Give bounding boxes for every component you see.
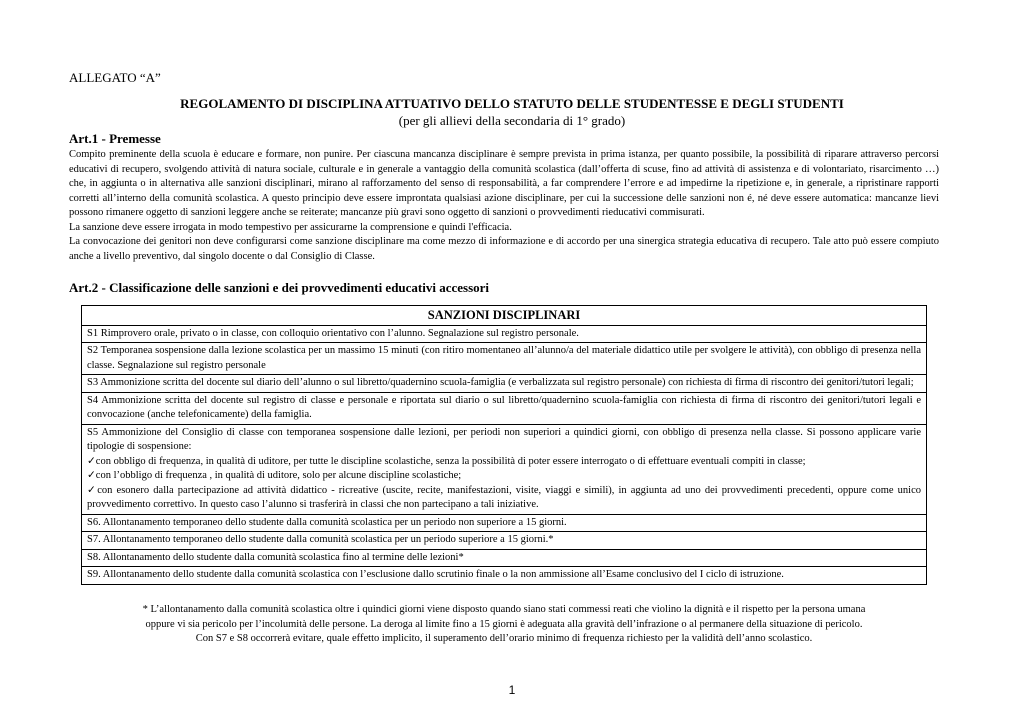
footnote-line: oppure vi sia pericolo per l’incolumità delle persone. La deroga al limite fino a 15 giorni è adeguata alla gravità dell’infrazione o al permanere della situazione di pericolo. <box>145 618 863 630</box>
sanction-s9: S9. Allontanamento dello studente dalla comunità scolastica con l’esclusione dallo scrutinio finale o la non ammissione all’Esame conclusivo del I ciclo di istruzione. <box>82 567 927 585</box>
annex-label: ALLEGATO “A” <box>69 70 161 85</box>
table-row <box>82 325 927 343</box>
document-title: REGOLAMENTO DI DISCIPLINA ATTUATIVO DELLO STATUTO DELLE STUDENTESSE E DEGLI STUDENTI <box>180 96 844 111</box>
sanction-s5-option: ✓con l’obbligo di frequenza , in qualità di uditore, solo per alcune discipline scolastiche; <box>87 470 462 481</box>
footnote-line: Con S7 e S8 occorrerà evitare, quale effetto implicito, il superamento dell’orario minimo di frequenza richiesto per la validità dell’anno scolastico. <box>195 633 813 644</box>
table-row <box>82 375 927 393</box>
sanction-s4: S4 Ammonizione scritta del docente sul registro di classe e personale e riportata sul diario o sul libretto/quadernino scuola-famiglia con richiesta di firma di riscontro dei genitori/tutori legali e convocazione (anche telefonicamente) della famiglia. <box>82 392 927 424</box>
table-header-row <box>82 306 927 326</box>
sanction-s1: S1 Rimprovero orale, privato o in classe, con colloquio orientativo con l’alunno. Segnalazione sul registro personale. <box>82 325 927 343</box>
table-row <box>82 532 927 550</box>
sanction-s7: S7. Allontanamento temporaneo dello studente dalla comunità scolastica per un periodo superiore a 15 giorni.* <box>82 532 927 550</box>
table-row <box>82 549 927 567</box>
art1-body <box>69 148 939 264</box>
footnote <box>81 603 927 647</box>
sanction-s5 <box>82 424 927 514</box>
table-row <box>82 424 927 514</box>
sanction-s6: S6. Allontanamento temporaneo dello studente dalla comunità scolastica per un periodo non superiore a 15 giorni. <box>82 514 927 532</box>
art1-paragraph: La sanzione deve essere irrogata in modo tempestivo per assicurarne la comprensione e quindi l'efficacia. <box>69 221 512 233</box>
art1-heading: Art.1 - Premesse <box>69 131 161 146</box>
sanction-s8: S8. Allontanamento dello studente dalla comunità scolastica fino al termine delle lezioni* <box>82 549 927 567</box>
page-number: 1 <box>508 683 516 697</box>
art1-paragraph: La convocazione dei genitori non deve configurarsi come sanzione disciplinare ma come mezzo di informazione e di accordo per una sinergica strategia educativa di recupero. Tale atto può essere compiuto anche a livello preventivo, dal singolo docente o dal Consiglio di Classe. <box>69 236 939 262</box>
table-row <box>82 392 927 424</box>
sanction-s5-option: ✓con esonero dalla partecipazione ad attività didattico - ricreative (uscite, recite, manifestazioni, visite, viaggi e simili), in aggiunta ad uno dei provvedimenti precedenti, oppure come unico provvedimento correttivo. In questo caso l’alunno si trasferirà in classi che non partecipano a tali iniziative. <box>87 484 921 510</box>
footnote-line: * L’allontanamento dalla comunità scolastica oltre i quindici giorni viene disposto quando siano stati commessi reati che violino la dignità e il rispetto per la persona umana <box>142 604 866 615</box>
sanction-s5-intro: S5 Ammonizione del Consiglio di classe con temporanea sospensione dalle lezioni, per periodi non superiori a quindici giorni, con obbligo di presenza nella classe. Si possono applicare varie tipologie di sospensione: <box>87 426 921 452</box>
sanction-s2: S2 Temporanea sospensione dalla lezione scolastica per un massimo 15 minuti (con ritiro momentaneo all’alunno/a del materiale didattico utile per svolgere le attività), con obbligo di presenza nella classe. Segnalazione sul registro personale <box>82 343 927 375</box>
table-row <box>82 514 927 532</box>
sanction-s5-option: ✓con obbligo di frequenza, in qualità di uditore, per tutte le discipline scolastiche, senza la possibilità di poter essere interrogato o di effettuare eventuali compiti in classe; <box>87 455 806 467</box>
sanctions-table <box>81 305 927 585</box>
art1-paragraph: Compito preminente della scuola è educare e formare, non punire. Per ciascuna mancanza disciplinare è sempre prevista in prima istanza, per quanto possibile, la possibilità di riparare attraverso percorsi educativi di recupero, svolgendo attività di natura sociale, culturale e in generale a vantaggio della comunità scolastica (dall’offerta di scuse, fino ad attività di assistenza e di volontariato, risarcimento …) che, in aggiunta o in alternativa alle sanzioni disciplinari, mirano al rafforzamento del senso di responsabilità, a far comprendere l’errore e ad impedirne la ripetizione e, in generale, a ripristinare rapporti corretti all’interno della comunità scolastica. A questo principio deve essere improntata qualsiasi azione disciplinare, per cui la successione delle sanzioni non é, né deve essere automatica: mancanze lievi possono rimanere oggetto di sanzioni leggere anche se reiterate; mancanze più gravi sono oggetto di sanzioni o provvedimenti rieducativi commisurati. <box>69 149 939 218</box>
table-header: SANZIONI DISCIPLINARI <box>82 306 927 326</box>
sanction-s3: S3 Ammonizione scritta del docente sul diario dell’alunno o sul libretto/quadernino scuola-famiglia (e verbalizzata sul registro personale) con richiesta di firma di riscontro dei genitori/tutori legali; <box>82 375 927 393</box>
table-row <box>82 567 927 585</box>
art2-heading: Art.2 - Classificazione delle sanzioni e dei provvedimenti educativi accessori <box>69 280 490 295</box>
document-subtitle: (per gli allievi della secondaria di 1° grado) <box>398 113 626 128</box>
table-row <box>82 343 927 375</box>
